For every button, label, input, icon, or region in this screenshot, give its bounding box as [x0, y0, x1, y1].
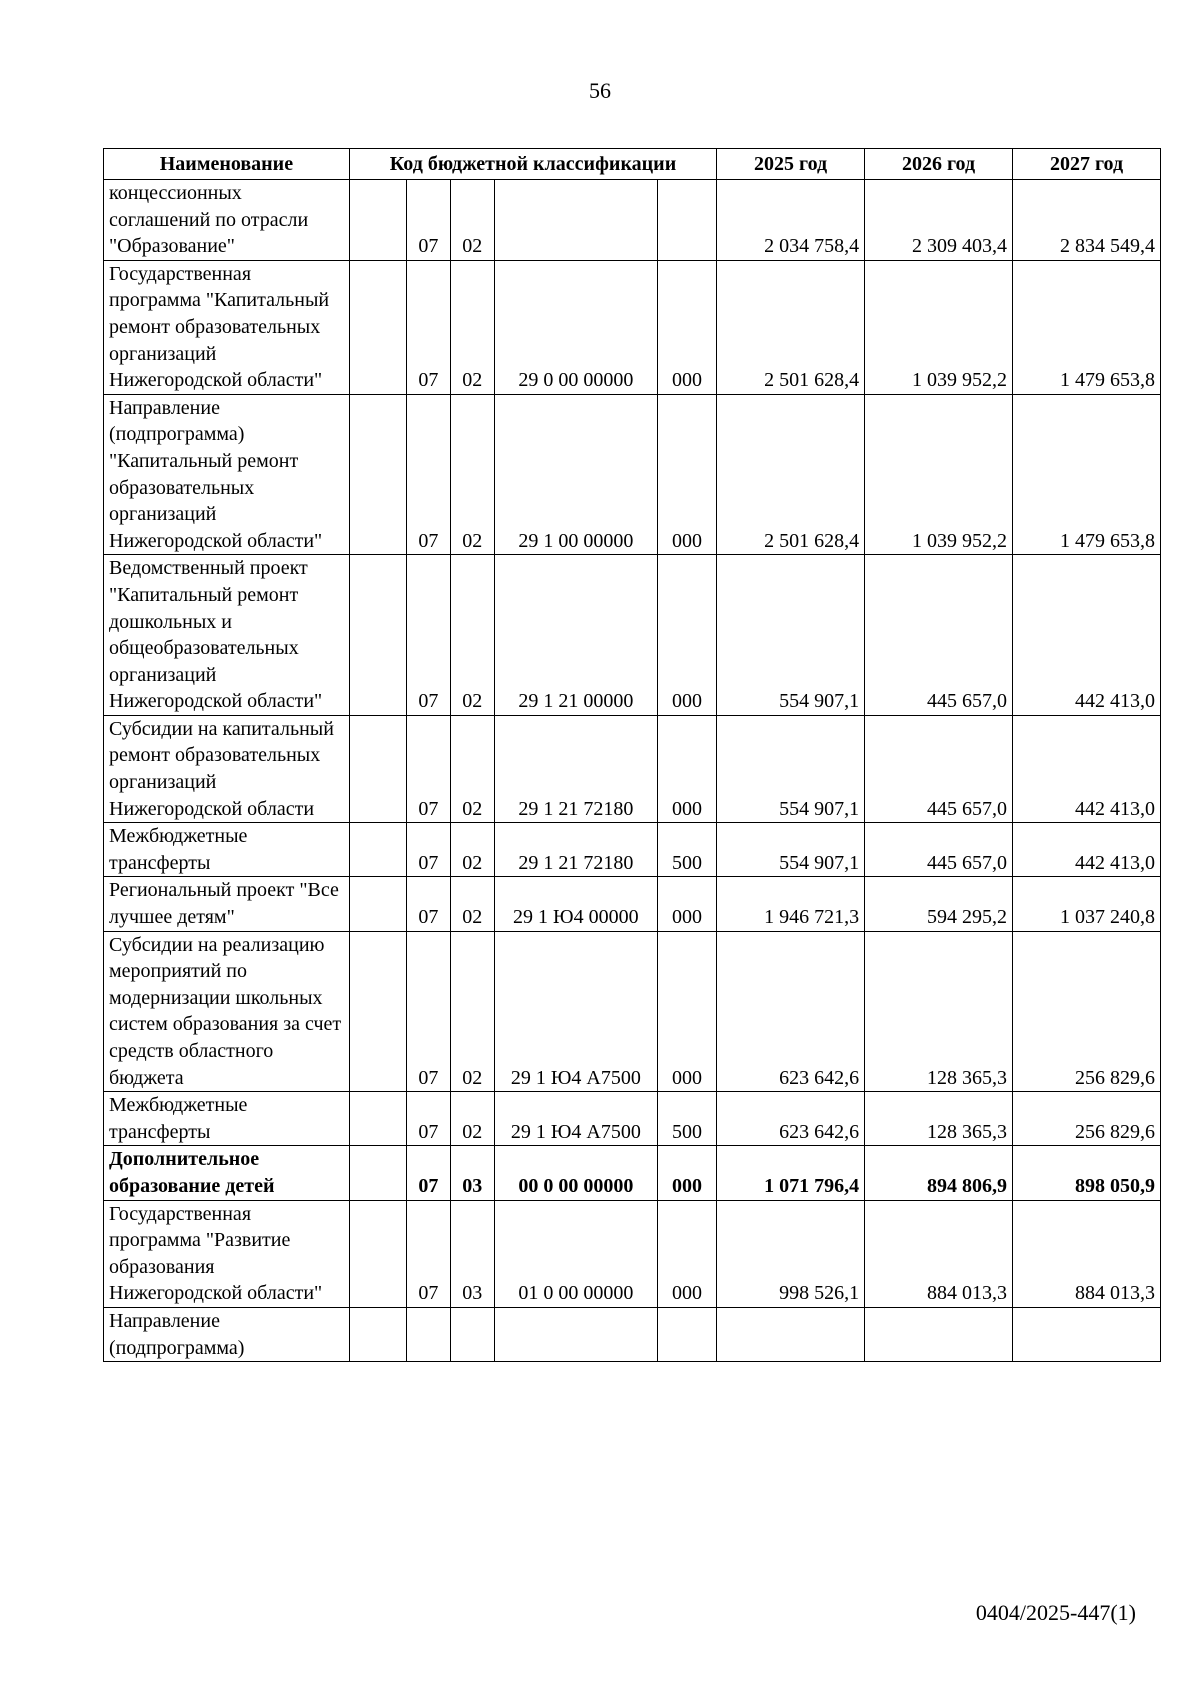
- row-type: 500: [657, 823, 716, 877]
- header-name: Наименование: [104, 149, 350, 180]
- blank-cell: [349, 180, 406, 261]
- row-2025: 623 642,6: [717, 931, 865, 1092]
- row-name: Государственная программа "Развитие образования Нижегородской области": [104, 1200, 350, 1307]
- row-target: 00 0 00 00000: [494, 1146, 657, 1200]
- row-section: 07: [406, 931, 450, 1092]
- row-name: Дополнительное образование детей: [104, 1146, 350, 1200]
- row-type: 500: [657, 1092, 716, 1146]
- row-target: [494, 180, 657, 261]
- table-row: [104, 823, 1161, 877]
- row-section: 07: [406, 715, 450, 822]
- row-target: [494, 1307, 657, 1361]
- row-name: Межбюджетные трансферты: [104, 823, 350, 877]
- blank-cell: [349, 715, 406, 822]
- row-2026: [865, 1307, 1013, 1361]
- row-2027: 1 037 240,8: [1013, 877, 1161, 931]
- row-target: 29 1 21 72180: [494, 823, 657, 877]
- row-type: 000: [657, 1200, 716, 1307]
- table-row: [104, 877, 1161, 931]
- row-2027: 442 413,0: [1013, 555, 1161, 716]
- table-row: [104, 1200, 1161, 1307]
- row-subsection: 02: [450, 260, 494, 394]
- table-row: [104, 260, 1161, 394]
- row-2026: 445 657,0: [865, 823, 1013, 877]
- row-section: 07: [406, 1146, 450, 1200]
- row-subsection: 02: [450, 877, 494, 931]
- row-target: 29 1 21 72180: [494, 715, 657, 822]
- row-type: 000: [657, 555, 716, 716]
- table-row: [104, 180, 1161, 261]
- blank-cell: [349, 555, 406, 716]
- blank-cell: [349, 1146, 406, 1200]
- row-name: Субсидии на реализацию мероприятий по модернизации школьных систем образования за счет средств областного бюджета: [104, 931, 350, 1092]
- row-target: 29 0 00 00000: [494, 260, 657, 394]
- budget-table: [103, 148, 1161, 1362]
- row-2025: 2 501 628,4: [717, 260, 865, 394]
- header-2025: 2025 год: [717, 149, 865, 180]
- row-section: 07: [406, 877, 450, 931]
- row-subsection: 02: [450, 555, 494, 716]
- table-row: [104, 1092, 1161, 1146]
- row-2026: 128 365,3: [865, 1092, 1013, 1146]
- row-subsection: 03: [450, 1200, 494, 1307]
- blank-cell: [349, 1200, 406, 1307]
- row-2025: 1 071 796,4: [717, 1146, 865, 1200]
- row-subsection: 03: [450, 1146, 494, 1200]
- row-2025: 2 501 628,4: [717, 394, 865, 555]
- row-2027: 884 013,3: [1013, 1200, 1161, 1307]
- row-section: 07: [406, 394, 450, 555]
- row-name: Направление (подпрограмма): [104, 1307, 350, 1361]
- row-subsection: 02: [450, 180, 494, 261]
- row-2027: 256 829,6: [1013, 1092, 1161, 1146]
- row-2026: 2 309 403,4: [865, 180, 1013, 261]
- row-subsection: 02: [450, 1092, 494, 1146]
- blank-cell: [349, 931, 406, 1092]
- blank-cell: [349, 823, 406, 877]
- row-type: 000: [657, 1146, 716, 1200]
- row-2025: 554 907,1: [717, 823, 865, 877]
- row-section: 07: [406, 1200, 450, 1307]
- row-2026: 1 039 952,2: [865, 260, 1013, 394]
- row-type: [657, 180, 716, 261]
- row-2026: 884 013,3: [865, 1200, 1013, 1307]
- row-target: 29 1 Ю4 00000: [494, 877, 657, 931]
- row-subsection: 02: [450, 715, 494, 822]
- row-2027: 1 479 653,8: [1013, 394, 1161, 555]
- row-name: Ведомственный проект "Капитальный ремонт дошкольных и общеобразовательных организаций Нижегородской области": [104, 555, 350, 716]
- table-row: [104, 715, 1161, 822]
- row-2026: 445 657,0: [865, 555, 1013, 716]
- row-2026: 445 657,0: [865, 715, 1013, 822]
- row-2027: 442 413,0: [1013, 823, 1161, 877]
- blank-cell: [349, 877, 406, 931]
- row-name: Субсидии на капитальный ремонт образовательных организаций Нижегородской области: [104, 715, 350, 822]
- header-2026: 2026 год: [865, 149, 1013, 180]
- row-2025: 554 907,1: [717, 555, 865, 716]
- table-row: [104, 1307, 1161, 1361]
- row-subsection: 02: [450, 931, 494, 1092]
- row-target: 29 1 21 00000: [494, 555, 657, 716]
- row-2025: 1 946 721,3: [717, 877, 865, 931]
- row-section: 07: [406, 823, 450, 877]
- row-2027: [1013, 1307, 1161, 1361]
- blank-cell: [349, 394, 406, 555]
- row-type: 000: [657, 877, 716, 931]
- row-type: 000: [657, 260, 716, 394]
- table-header-row: [104, 149, 1161, 180]
- row-target: 01 0 00 00000: [494, 1200, 657, 1307]
- row-2026: 1 039 952,2: [865, 394, 1013, 555]
- blank-cell: [349, 260, 406, 394]
- blank-cell: [349, 1092, 406, 1146]
- document-number: 0404/2025-447(1): [975, 1600, 1136, 1625]
- row-name: Государственная программа "Капитальный ремонт образовательных организаций Нижегородской области": [104, 260, 350, 394]
- table-row: [104, 555, 1161, 716]
- row-type: 000: [657, 931, 716, 1092]
- row-section: [406, 1307, 450, 1361]
- row-2026: 594 295,2: [865, 877, 1013, 931]
- row-2025: 623 642,6: [717, 1092, 865, 1146]
- row-name: Региональный проект "Все лучшее детям": [104, 877, 350, 931]
- row-type: 000: [657, 394, 716, 555]
- header-code: Код бюджетной классификации: [349, 149, 716, 180]
- row-name: Межбюджетные трансферты: [104, 1092, 350, 1146]
- page-number: 56: [589, 78, 611, 103]
- row-2025: [717, 1307, 865, 1361]
- table-row: [104, 931, 1161, 1092]
- row-target: 29 1 00 00000: [494, 394, 657, 555]
- row-subsection: 02: [450, 394, 494, 555]
- row-2026: 894 806,9: [865, 1146, 1013, 1200]
- row-2025: 554 907,1: [717, 715, 865, 822]
- row-section: 07: [406, 1092, 450, 1146]
- row-section: 07: [406, 555, 450, 716]
- row-target: 29 1 Ю4 А7500: [494, 931, 657, 1092]
- row-subsection: 02: [450, 823, 494, 877]
- row-2027: 898 050,9: [1013, 1146, 1161, 1200]
- row-2027: 2 834 549,4: [1013, 180, 1161, 261]
- row-section: 07: [406, 260, 450, 394]
- row-2026: 128 365,3: [865, 931, 1013, 1092]
- row-2027: 442 413,0: [1013, 715, 1161, 822]
- row-type: [657, 1307, 716, 1361]
- row-2025: 998 526,1: [717, 1200, 865, 1307]
- row-type: 000: [657, 715, 716, 822]
- table-row-section-total: [104, 1146, 1161, 1200]
- row-subsection: [450, 1307, 494, 1361]
- row-2027: 256 829,6: [1013, 931, 1161, 1092]
- header-2027: 2027 год: [1013, 149, 1161, 180]
- row-2027: 1 479 653,8: [1013, 260, 1161, 394]
- row-2025: 2 034 758,4: [717, 180, 865, 261]
- row-section: 07: [406, 180, 450, 261]
- table-row: [104, 394, 1161, 555]
- blank-cell: [349, 1307, 406, 1361]
- row-target: 29 1 Ю4 А7500: [494, 1092, 657, 1146]
- row-name: концессионных соглашений по отрасли "Образование": [104, 180, 350, 261]
- row-name: Направление (подпрограмма) "Капитальный ремонт образовательных организаций Нижегородской области": [104, 394, 350, 555]
